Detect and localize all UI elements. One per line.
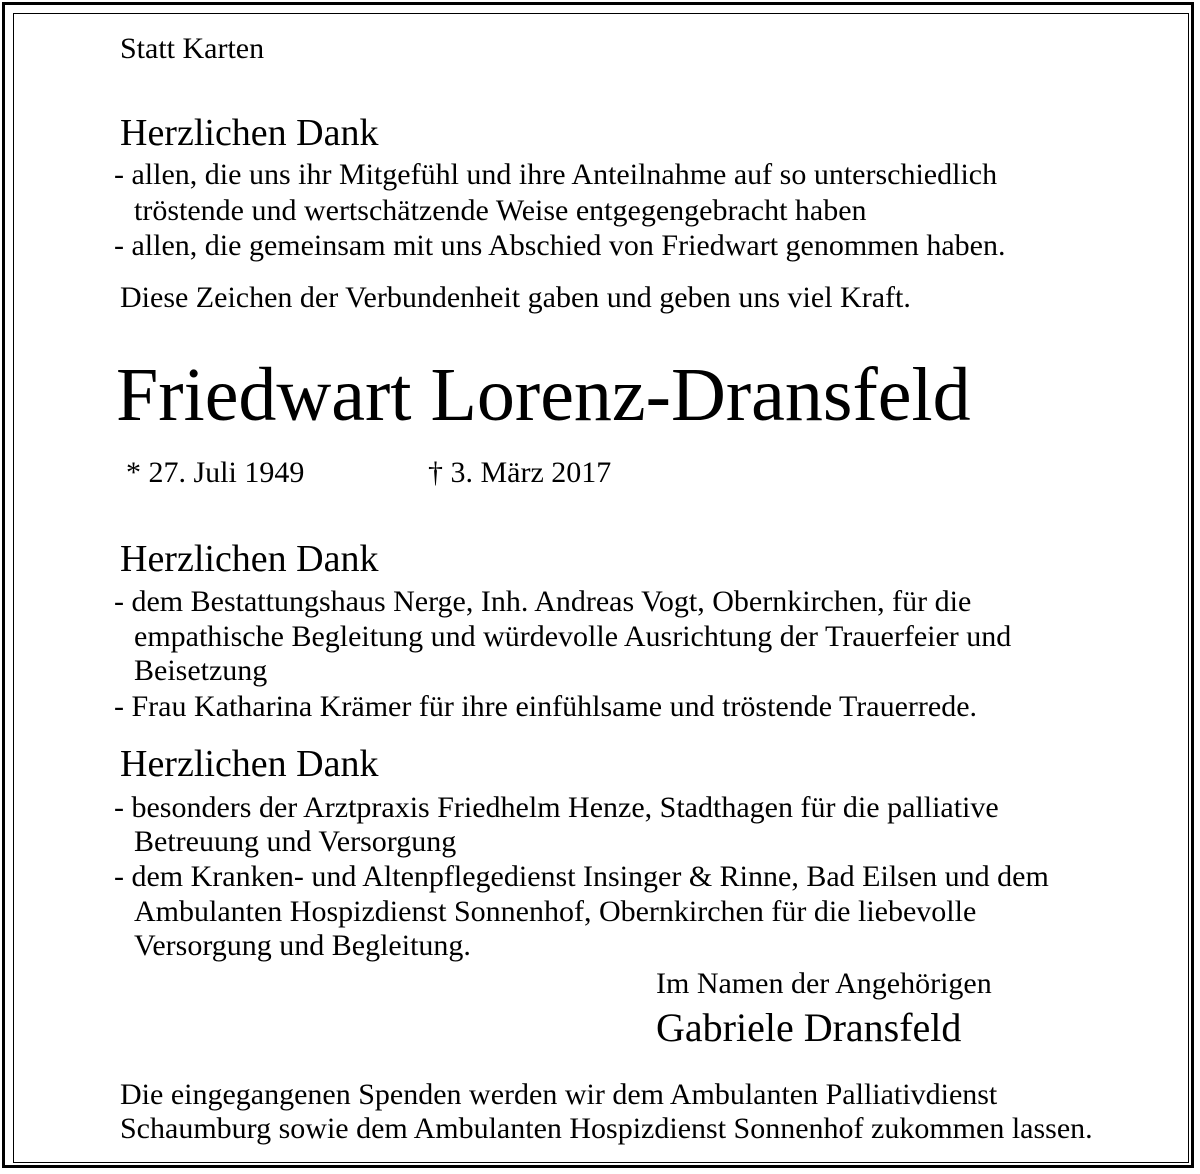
- section3-line: Ambulanten Hospizdienst Sonnenhof, Obernkirchen für die liebevolle: [134, 895, 977, 928]
- section2-line: Beisetzung: [134, 654, 268, 687]
- donation-line: Die eingegangenen Spenden werden wir dem Ambulanten Palliativdienst: [120, 1078, 998, 1111]
- signature-name: Gabriele Dransfeld: [656, 1005, 962, 1050]
- section2-line: empathische Begleitung und würdevolle Ausrichtung der Trauerfeier und: [134, 620, 1012, 653]
- deceased-name: Friedwart Lorenz-Dransfeld: [116, 353, 971, 437]
- section1-line: - allen, die gemeinsam mit uns Abschied von Friedwart genommen haben.: [114, 229, 1006, 262]
- section2-heading: Herzlichen Dank: [120, 538, 379, 580]
- section1-line: tröstende und wertschätzende Weise entgegengebracht haben: [134, 194, 867, 227]
- section3-line: Versorgung und Begleitung.: [134, 929, 471, 962]
- section3-line: - besonders der Arztpraxis Friedhelm Henze, Stadthagen für die palliative: [114, 791, 999, 824]
- section1-line: - allen, die uns ihr Mitgefühl und ihre Anteilnahme auf so unterschiedlich: [114, 158, 998, 191]
- section1-heading: Herzlichen Dank: [120, 112, 379, 154]
- section2-line: - Frau Katharina Krämer für ihre einfühlsame und tröstende Trauerrede.: [114, 690, 978, 723]
- birth-date: * 27. Juli 1949: [126, 456, 305, 489]
- section3-heading: Herzlichen Dank: [120, 743, 379, 785]
- section1-closing: Diese Zeichen der Verbundenheit gaben und geben uns viel Kraft.: [120, 281, 911, 314]
- section3-line: Betreuung und Versorgung: [134, 825, 457, 858]
- section2-line: - dem Bestattungshaus Nerge, Inh. Andreas Vogt, Obernkirchen, für die: [114, 585, 972, 618]
- death-date: † 3. März 2017: [428, 456, 612, 489]
- intro-text: Statt Karten: [120, 32, 265, 65]
- signature-prefix: Im Namen der Angehörigen: [656, 967, 992, 1000]
- section3-line: - dem Kranken- und Altenpflegedienst Insinger & Rinne, Bad Eilsen und dem: [114, 860, 1049, 893]
- donation-line: Schaumburg sowie dem Ambulanten Hospizdienst Sonnenhof zukommen lassen.: [120, 1112, 1093, 1145]
